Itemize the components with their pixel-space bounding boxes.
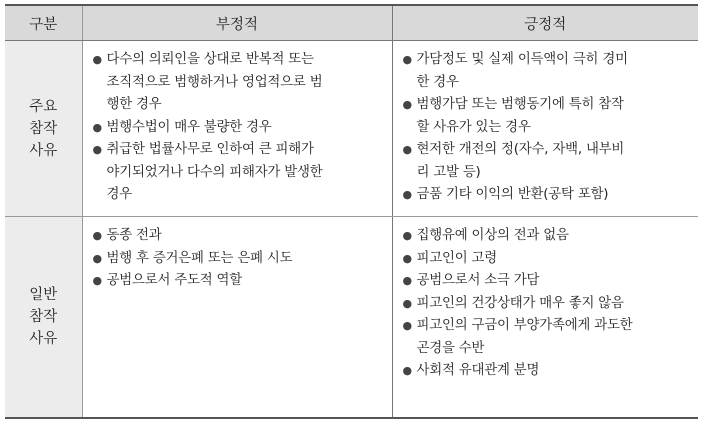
list-item: ● 공범으로서 주도적 역할 bbox=[93, 270, 384, 293]
row-general-factors bbox=[5, 217, 698, 419]
header-negative: 부정적 bbox=[82, 5, 392, 41]
bullet-icon: ● bbox=[402, 364, 412, 377]
list-item: ● 공범으로서 소극 가담 bbox=[403, 270, 691, 293]
list-item: ● 집행유예 이상의 전과 없음 bbox=[403, 225, 691, 248]
list-item: ● 사회적 유대관계 분명 bbox=[403, 360, 691, 383]
bullet-icon: ● bbox=[402, 229, 412, 242]
header-row bbox=[5, 5, 698, 41]
list-item: ● 범행수법이 매우 불량한 경우 bbox=[93, 117, 384, 140]
bullet-icon: ● bbox=[402, 53, 412, 66]
bullet-icon: ● bbox=[402, 188, 412, 201]
bullet-icon: ● bbox=[92, 274, 102, 287]
bullet-icon: ● bbox=[402, 296, 412, 310]
bullet-icon: ● bbox=[92, 143, 102, 156]
list-item: ● 범행가담 또는 범행동기에 특히 참작 할 사유가 있는 경우 bbox=[403, 94, 691, 139]
row-label-general: 일반 참작 사유 bbox=[5, 217, 82, 419]
list-item: ● 가담정도 및 실제 이득액이 극히 경미 한 경우 bbox=[403, 49, 691, 94]
bullet-icon: ● bbox=[402, 274, 412, 287]
bullet-icon: ● bbox=[92, 229, 102, 242]
list-item: ● 다수의 의뢰인을 상대로 반복적 또는 조직적으로 범행하거나 영업적으로 범 행한 경우 bbox=[93, 49, 384, 117]
bullet-icon: ● bbox=[402, 98, 412, 111]
row-label-major: 주요 참작 사유 bbox=[5, 41, 82, 217]
list-item: ● 동종 전과 bbox=[93, 225, 384, 248]
list-item: ● 현저한 개전의 정(자수, 자백, 내부비 리 고발 등) bbox=[403, 139, 691, 184]
bullet-icon: ● bbox=[402, 251, 412, 265]
bullet-icon: ● bbox=[402, 143, 412, 156]
list-item: ● 피고인의 구금이 부양가족에게 과도한 곤경을 수반 bbox=[403, 315, 691, 360]
header-positive: 긍정적 bbox=[392, 5, 698, 41]
row-major-factors bbox=[5, 41, 698, 217]
general-negative-cell bbox=[82, 217, 392, 419]
list-item: ● 금품 기타 이익의 반환(공탁 포함) bbox=[403, 184, 691, 207]
list-item: ● 피고인의 건강상태가 매우 좋지 않음 bbox=[403, 293, 691, 316]
bullet-icon: ● bbox=[92, 53, 102, 66]
sentencing-factors-table bbox=[5, 4, 698, 419]
major-negative-list bbox=[83, 41, 392, 207]
list-item: ● 범행 후 증거은폐 또는 은폐 시도 bbox=[93, 248, 384, 271]
header-category: 구분 bbox=[5, 5, 82, 41]
general-positive-cell bbox=[392, 217, 698, 419]
major-positive-cell bbox=[392, 41, 698, 217]
general-positive-list bbox=[393, 217, 699, 383]
major-negative-cell bbox=[82, 41, 392, 217]
bullet-icon: ● bbox=[402, 319, 412, 332]
list-item: ● 취급한 법률사무로 인하여 큰 피해가 야기되었거나 다수의 피해자가 발생한 경우 bbox=[93, 139, 384, 207]
general-negative-list bbox=[83, 217, 392, 293]
bullet-icon: ● bbox=[92, 251, 102, 265]
major-positive-list bbox=[393, 41, 699, 207]
bullet-icon: ● bbox=[92, 120, 102, 134]
list-item: ● 피고인이 고령 bbox=[403, 248, 691, 271]
